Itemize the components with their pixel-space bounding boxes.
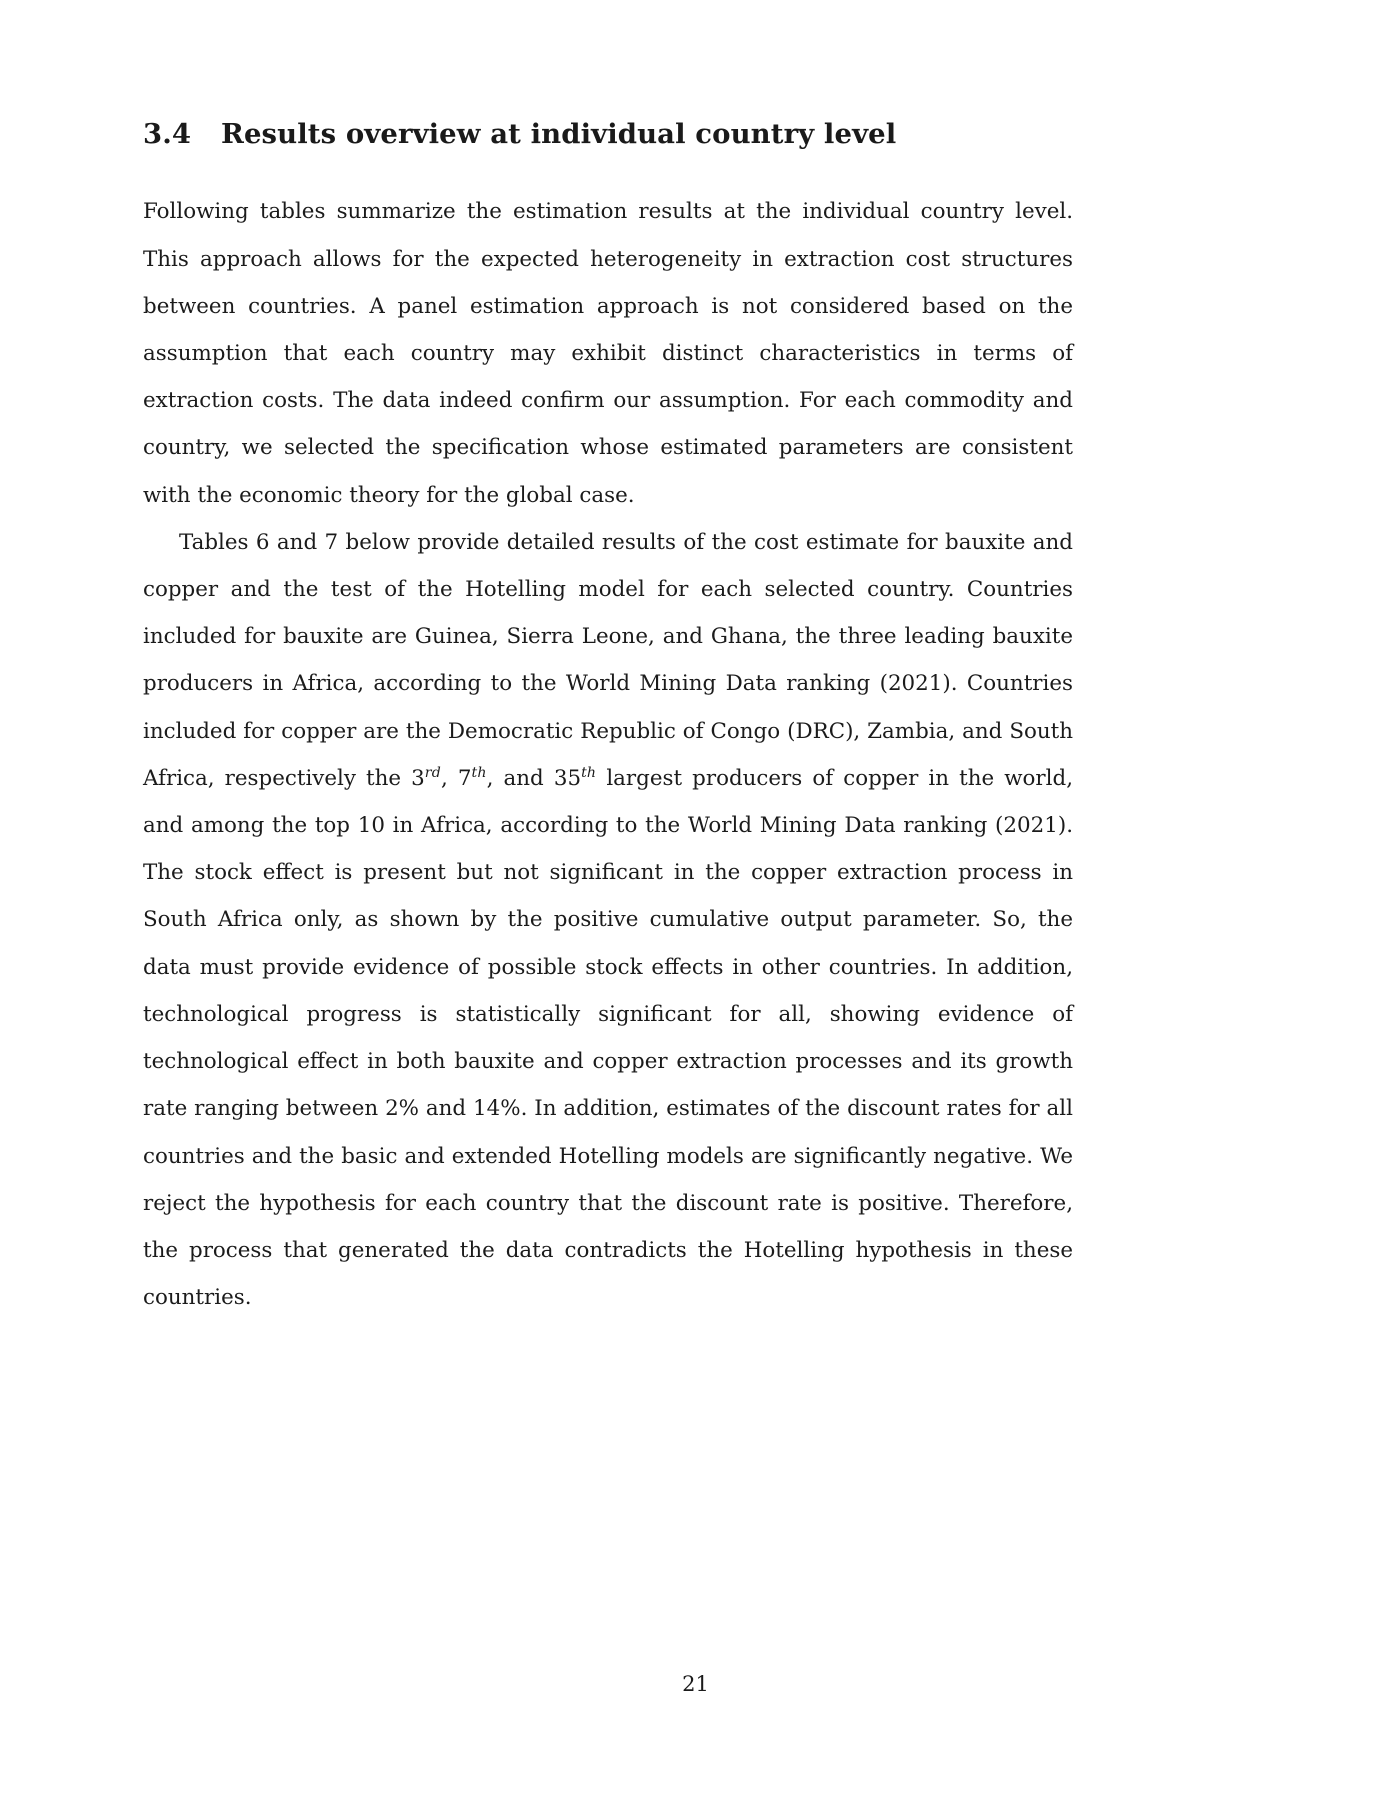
paragraph-2-part-4: largest producers of copper in the world, and among the top 10 in Africa, according to the World Mining Data ranking (2021). The stock effect is present but not significant in the copper extraction process in South Africa only, as shown by the positive cumulative output parameter. So, the data must provide evidence of possible stock effects in other countries. In addition, technological progress is statistically significant for all, showing evidence of technological effect in both bauxite and copper extraction processes and its growth rate ranging between 2% and 14%. In addition, estimates of the discount rates for all countries and the basic and extended Hotelling models are significantly negative. We reject the hypothesis for each country that the discount rate is positive. Therefore, the process that generated the data contradicts the Hotelling hypothesis in these countries.	[143, 765, 1073, 1311]
paragraph-2-part-1: Tables 6 and 7 below provide detailed results of the cost estimate for bauxite and copper and the test of the Hotelling model for each selected country. Countries included for bauxite are Guinea, Sierra Leone, and Ghana, the three leading bauxite producers in Africa, according to the World Mining Data ranking (2021). Countries included for copper are the Democratic Republic of Congo (DRC), Zambia, and South Africa, respectively the 3	[143, 529, 1073, 791]
body-paragraph-1: Following tables summarize the estimation results at the individual country level. This approach allows for the expected heterogeneity in extraction cost structures between countries. A panel estimation approach is not considered based on the assumption that each country may exhibit distinct characteristics in terms of extraction costs. The data indeed confirm our assumption. For each commodity and country, we selected the specification whose estimated parameters are consistent with the economic theory for the global case.	[143, 199, 1073, 508]
page-number-footer: 21	[682, 1672, 709, 1696]
ordinal-suffix-third: rd	[424, 765, 441, 782]
paragraph-2-part-3: , and 35	[486, 765, 582, 791]
ordinal-suffix-seventh: th	[471, 765, 487, 782]
ordinal-suffix-thirtyfifth: th	[581, 765, 597, 782]
paragraph-2-part-2: , 7	[440, 765, 472, 791]
body-paragraph-2	[143, 519, 1073, 1321]
section-title: Results overview at individual country level	[221, 118, 897, 150]
section-number: 3.4	[143, 118, 192, 150]
page-content	[143, 118, 1073, 1321]
section-heading	[143, 118, 1073, 150]
